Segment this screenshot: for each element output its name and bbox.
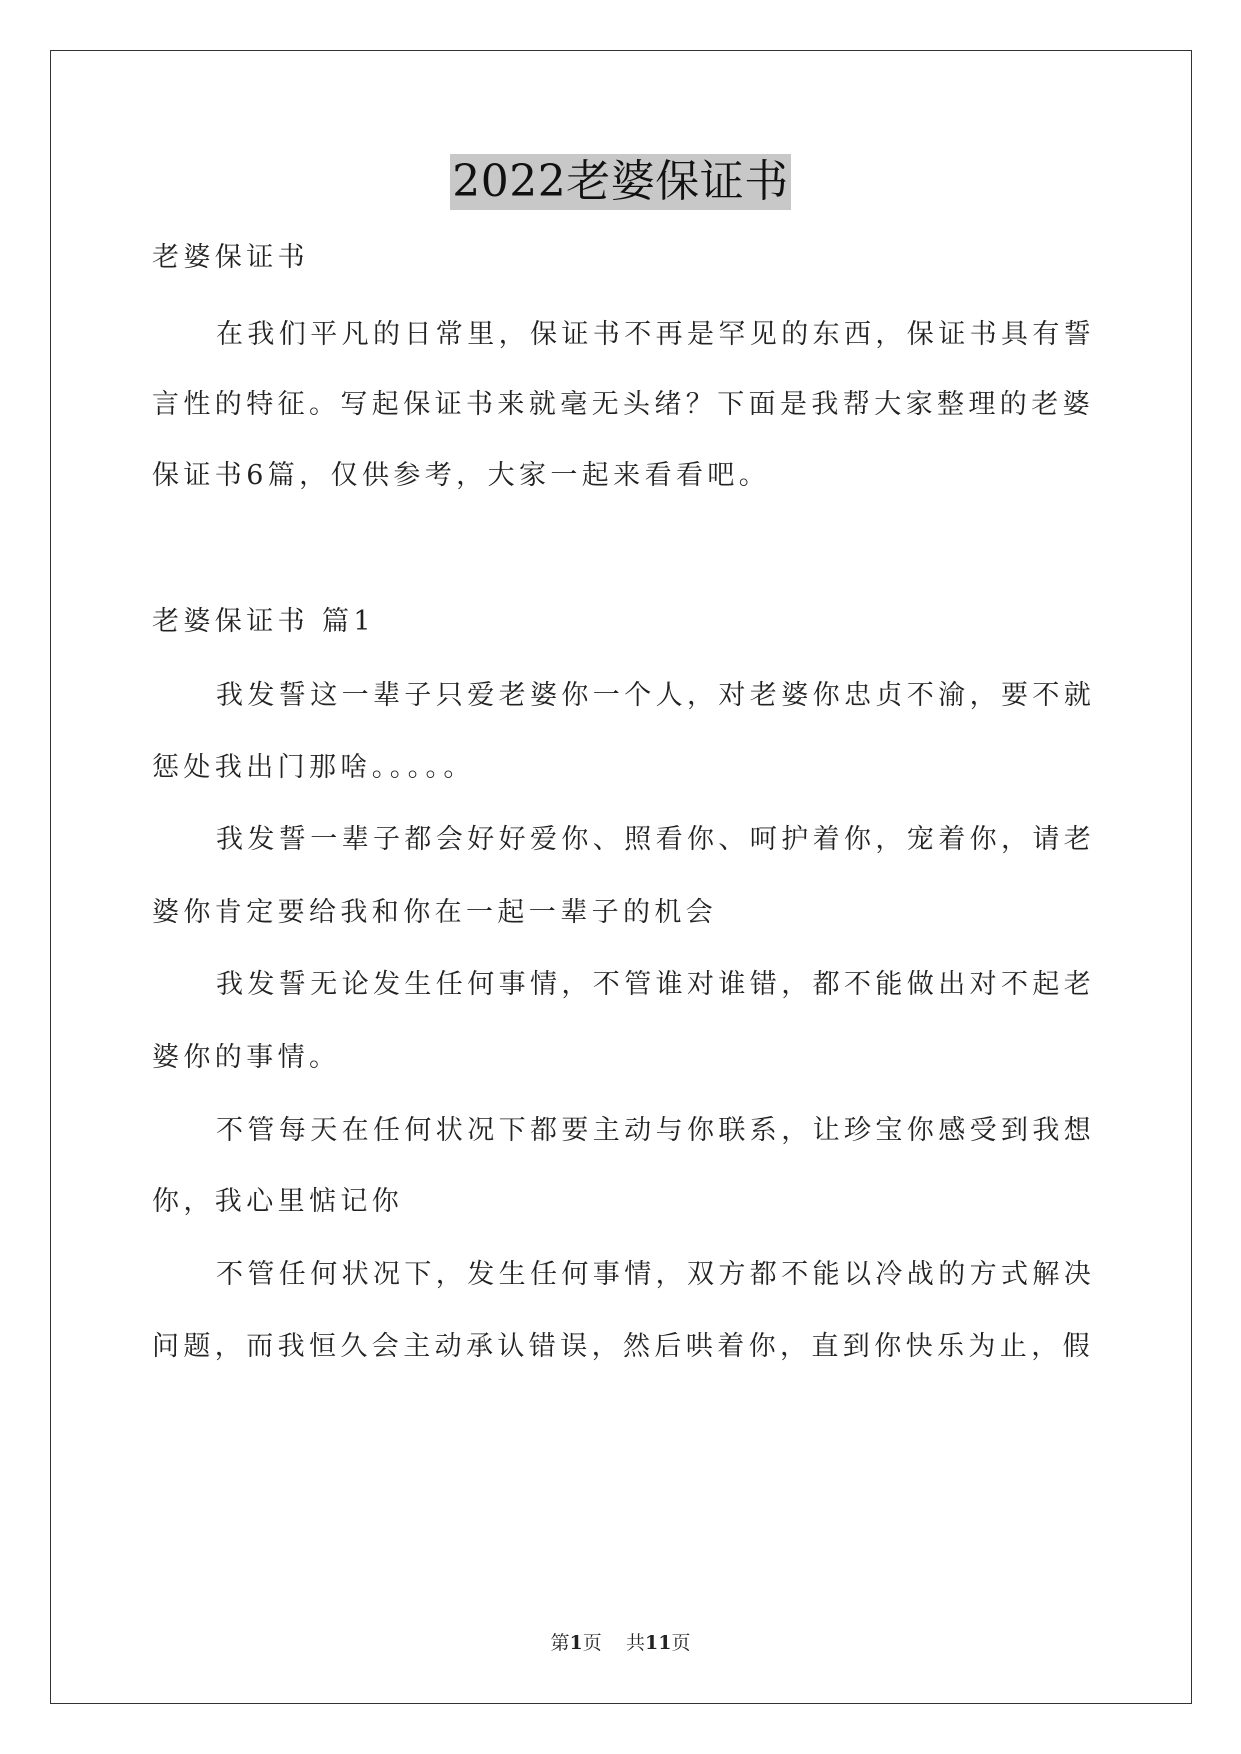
paragraph-line: 保证书6篇，仅供参考，大家一起来看看吧。: [152, 460, 771, 491]
total-page-number: 11: [644, 1632, 672, 1654]
paragraph-line: 惩处我出门那啥。。。。。: [152, 752, 475, 783]
title-container: [0, 154, 1241, 210]
paragraph-line: 我发誓这一辈子只爱老婆你一个人，对老婆你忠贞不渝，要不就: [216, 680, 1096, 711]
paragraph-line: 不管任何状况下，发生任何事情，双方都不能以冷战的方式解决: [216, 1259, 1096, 1290]
intro-heading: 老婆保证书: [152, 242, 309, 273]
page-unit: 页: [582, 1632, 602, 1654]
current-page-number: 1: [569, 1632, 583, 1654]
page-border: [50, 50, 1192, 1704]
paragraph-line: 婆你肯定要给我和你在一起一辈子的机会: [152, 897, 718, 928]
paragraph-line: 你，我心里惦记你: [152, 1186, 404, 1217]
paragraph-line: 我发誓无论发生任何事情，不管谁对谁错，都不能做出对不起老: [216, 969, 1096, 1000]
paragraph-line: 在我们平凡的日常里，保证书不再是罕见的东西，保证书具有誓: [216, 319, 1096, 350]
paragraph-line: 言性的特征。写起保证书来就毫无头绪？下面是我帮大家整理的老婆: [152, 389, 1094, 420]
document-title: 2022老婆保证书: [450, 154, 790, 210]
paragraph-line: 婆你的事情。: [152, 1042, 341, 1073]
paragraph-line: 我发誓一辈子都会好好爱你、照看你、呵护着你，宠着你，请老: [216, 824, 1096, 855]
paragraph-line: 问题，而我恒久会主动承认错误，然后哄着你，直到你快乐为止，假: [152, 1331, 1094, 1362]
section-heading: 老婆保证书 篇1: [152, 606, 375, 637]
paragraph-line: 不管每天在任何状况下都要主动与你联系，让珍宝你感受到我想: [216, 1115, 1096, 1146]
total-prefix: 共: [625, 1632, 645, 1654]
page-footer: [0, 1630, 1241, 1656]
page-prefix: 第: [550, 1632, 570, 1654]
total-unit: 页: [671, 1632, 691, 1654]
